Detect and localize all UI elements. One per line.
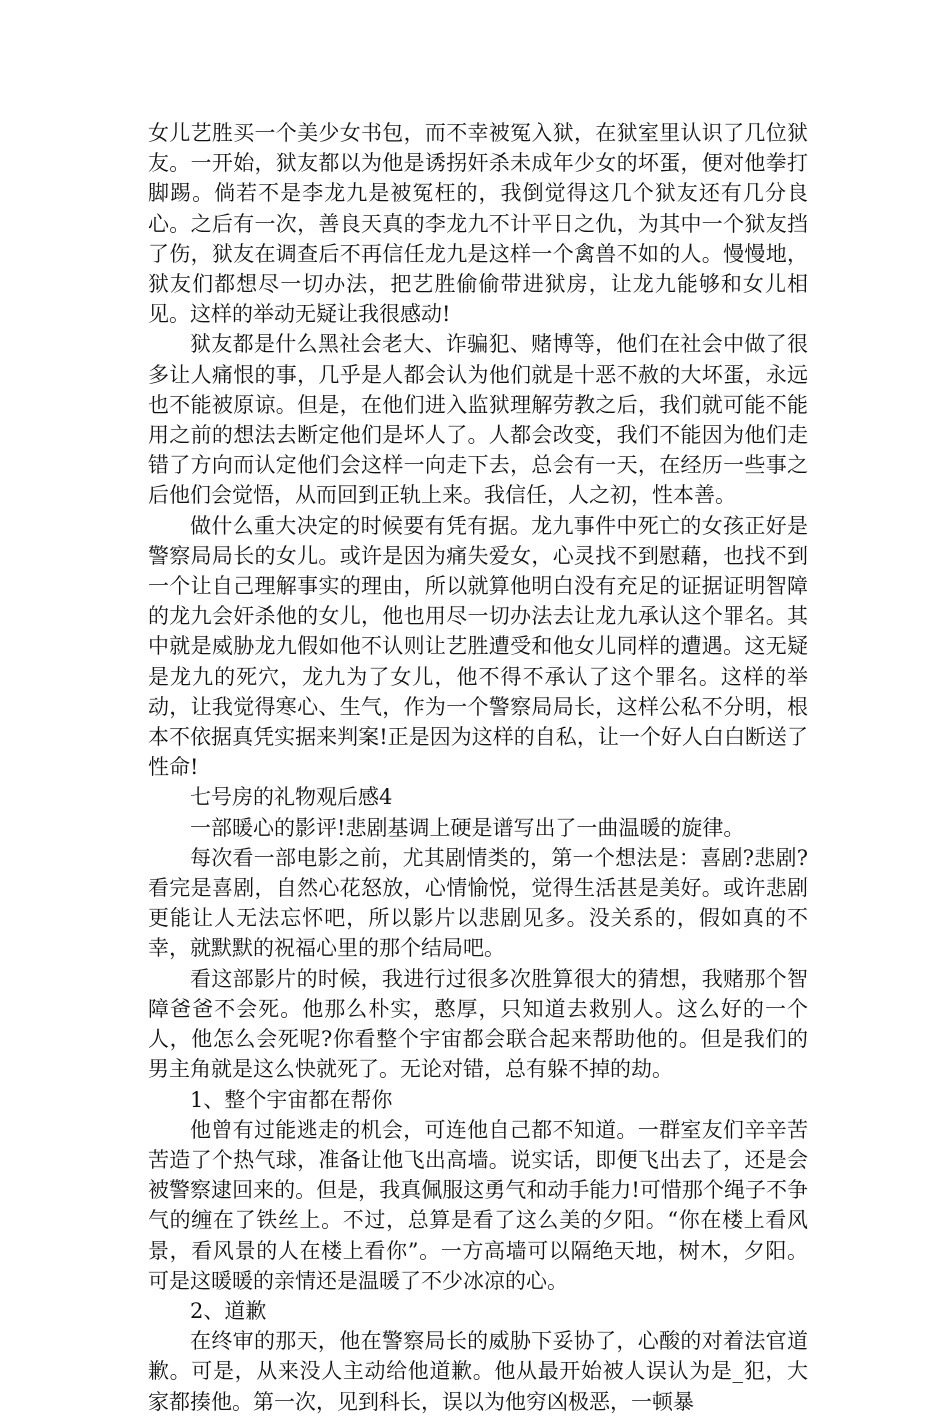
paragraph-1: 女儿艺胜买一个美少女书包，而不幸被冤入狱，在狱室里认识了几位狱友。一开始，狱友都以为他是诱拐奸杀未成年少女的坏蛋，便对他拳打脚踢。倘若不是李龙九是被冤枉的，我倒觉得这几个狱友还有几分良心。之后有一次，善良天真的李龙九不计平日之仇，为其中一个狱友挡了伤，狱友在调查后不再信任龙九是这样一个禽兽不如的人。慢慢地，狱友们都想尽一切办法，把艺胜偷偷带进狱房，让龙九能够和女儿相见。这样的举动无疑让我很感动! xyxy=(148,121,808,327)
paragraph-6: 每次看一部电影之前，尤其剧情类的，第一个想法是：喜剧?悲剧?看完是喜剧，自然心花怒放，心情愉悦，觉得生活甚是美好。或许悲剧更能让人无法忘怀吧，所以影片以悲剧见多。没关系的，假如真的不幸，就默默的祝福心里的那个结局吧。 xyxy=(148,845,808,961)
paragraph-7: 看这部影片的时候，我进行过很多次胜算很大的猜想，我赌那个智障爸爸不会死。他那么朴实，憨厚，只知道去救别人。这么好的一个人，他怎么会死呢?你看整个宇宙都会联合起来帮助他的。但是我们的男主角就是这么快就死了。无论对错，总有躲不掉的劫。 xyxy=(148,966,808,1082)
subheading-1: 1、整个宇宙都在帮你 xyxy=(190,1087,393,1112)
paragraph-3: 做什么重大决定的时候要有凭有据。龙九事件中死亡的女孩正好是警察局局长的女儿。或许是因为痛失爱女，心灵找不到慰藉，也找不到一个让自己理解事实的理由，所以就算他明白没有充足的证据证明智障的龙九会奸杀他的女儿，他也用尽一切办法去让龙九承认这个罪名。其中就是威胁龙九假如他不认则让艺胜遭受和他女儿同样的遭遇。这无疑是龙九的死穴，龙九为了女儿，他不得不承认了这个罪名。这样的举动，让我觉得寒心、生气，作为一个警察局局长，这样公私不分明，根本不依据真凭实据来判案!正是因为这样的自私，让一个好人白白断送了性命! xyxy=(148,513,808,780)
subheading-2: 2、道歉 xyxy=(190,1298,267,1323)
paragraph-5: 一部暖心的影评!悲剧基调上硬是谱写出了一曲温暖的旋律。 xyxy=(190,815,745,840)
paragraph-9: 他曾有过能逃走的机会，可连他自己都不知道。一群室友们辛辛苦苦造了个热气球，准备让他飞出高墙。说实话，即便飞出去了，还是会被警察逮回来的。但是，我真佩服这勇气和动手能力!可惜那个绳子不争气的缠在了铁丝上。不过，总算是看了这么美的夕阳。“你在楼上看风景，看风景的人在楼上看你”。一方高墙可以隔绝天地，树木，夕阳。可是这暖暖的亲情还是温暖了不少冰凉的心。 xyxy=(148,1117,808,1293)
section-heading-4: 七号房的礼物观后感4 xyxy=(190,785,393,810)
paragraph-11: 在终审的那天，他在警察局长的威胁下妥协了，心酸的对着法官道歉。可是，从来没人主动给他道歉。他从最开始被人误认为是_犯，大家都揍他。第一次，见到科长，误以为他穷凶极恶，一顿暴 xyxy=(148,1329,808,1414)
document-page xyxy=(148,118,808,1417)
paragraph-2: 狱友都是什么黑社会老大、诈骗犯、赌博等，他们在社会中做了很多让人痛恨的事，几乎是人都会认为他们就是十恶不赦的大坏蛋，永远也不能被原谅。但是，在他们进入监狱理解劳教之后，我们就可能不能用之前的想法去断定他们是坏人了。人都会改变，我们不能因为他们走错了方向而认定他们会这样一向走下去，总会有一天，在经历一些事之后他们会觉悟，从而回到正轨上来。我信任，人之初，性本善。 xyxy=(148,332,808,508)
